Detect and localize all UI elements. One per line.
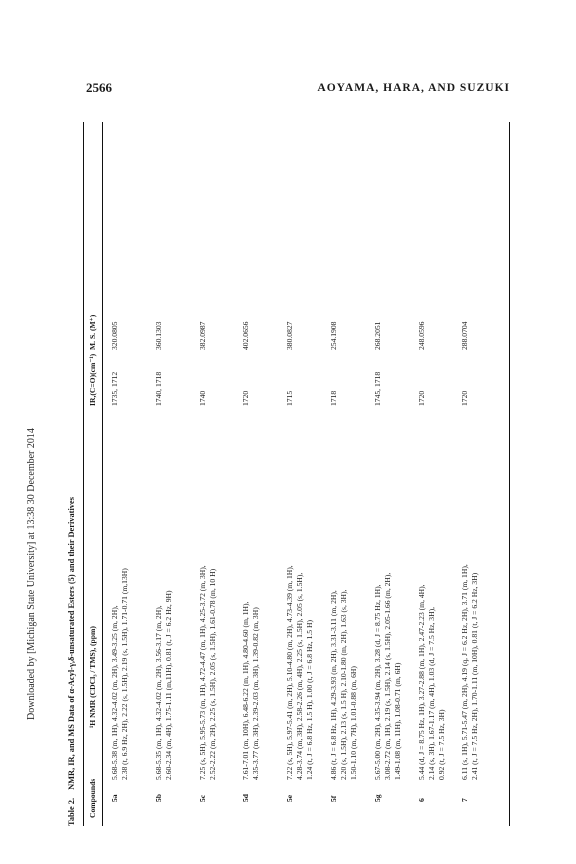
ms-cell: 360.1303 bbox=[153, 321, 163, 350]
table-row bbox=[110, 122, 154, 826]
ir-cell: 1745, 1718 bbox=[372, 371, 382, 406]
nmr-line: 2.14 (s, 3H), 1.67-1.17 (m, 4H), 1.03 (d, J = 7.5 Hz, 3H), bbox=[426, 606, 436, 780]
compound-cell: 5f bbox=[328, 795, 338, 802]
nmr-cell bbox=[373, 420, 403, 780]
nmr-line: 7.61-7.01 (m, 10H), 6.48-6.22 (m, 1H), 4.80-4.60 (m, 1H), bbox=[241, 601, 251, 780]
table-label: Table 2. bbox=[67, 797, 76, 826]
nmr-line: 2.60-2.34 (m, 4H), 1.75-1.11 (m,11H), 0.81 (t, J = 6.2 Hz, 9H) bbox=[163, 590, 173, 780]
nmr-line: 5.68-5.35 (m, 1H), 4.32-4.02 (m, 2H), 3.56-3.17 (m, 2H), bbox=[153, 605, 163, 780]
nmr-cell bbox=[198, 420, 218, 780]
header-compounds: Compounds bbox=[88, 778, 97, 818]
ms-cell: 382.0987 bbox=[197, 321, 207, 350]
nmr-line: 1.24 (t, J = 6.8 Hz, 1.5 H), 1.00 (t, J = 6.8 Hz, 1.5 H) bbox=[305, 619, 315, 780]
table-row bbox=[285, 122, 329, 826]
ms-cell: 248.0596 bbox=[416, 321, 426, 350]
running-head: AOYAMA, HARA, AND SUZUKI bbox=[317, 82, 510, 94]
nmr-line: 4.28-3.74 (m, 3H), 2.58-2.26 (m, 4H), 2.25 (s, 1.5H), 2.05 (s, 1.5H), bbox=[295, 572, 305, 780]
ms-cell: 288.0704 bbox=[460, 321, 470, 350]
ms-cell: 380.0827 bbox=[285, 321, 295, 350]
compound-cell: 5g bbox=[372, 794, 382, 802]
header-rule bbox=[102, 122, 103, 826]
compound-cell: 5c bbox=[197, 794, 207, 802]
nmr-cell bbox=[154, 420, 174, 780]
ir-cell: 1718 bbox=[328, 390, 338, 406]
nmr-line: 1.50-1.10 (m, 7H), 1.01-0.88 (m, 6H) bbox=[349, 666, 359, 780]
nmr-line: 6.11 (s, 1H), 5.71-5.47 (m, 2H), 4.19 (q, J = 6.2 Hz, 2H), 3.71 (m, 1H), bbox=[460, 564, 470, 780]
nmr-line: 1.49-1.08 (m, 11H), 1.08-0.71 (m, 6H) bbox=[392, 662, 402, 780]
table-caption bbox=[66, 122, 77, 826]
nmr-cell bbox=[110, 420, 130, 780]
ir-cell: 1740 bbox=[197, 390, 207, 406]
ms-cell: 254.1908 bbox=[328, 321, 338, 350]
table-row bbox=[373, 122, 417, 826]
header-nmr: ¹H NMR (CDCl₃ / TMS), (ppm) bbox=[88, 626, 97, 728]
compound-cell: 5b bbox=[153, 793, 163, 802]
ir-cell: 1720 bbox=[416, 390, 426, 406]
header-ms: M. S. (M⁺) bbox=[88, 314, 97, 350]
nmr-line: 7.22 (s, 5H), 5.97-5.41 (m, 2H), 5.10-4.80 (m, 2H), 4.73-4.39 (m, 1H), bbox=[285, 565, 295, 780]
nmr-line: 5.44 (d, J = 8.75 Hz, 1H), 3.27-2.88 (m, 1H), 2.47-2.23 (m, 4H), bbox=[416, 584, 426, 780]
nmr-cell bbox=[417, 420, 447, 780]
nmr-line: 7.25 (s, 5H), 5.95-5.73 (m, 1H), 4.72-4.47 (m, 1H), 4.25-3.72 (m, 3H), bbox=[197, 565, 207, 780]
nmr-line: 4.35-3.77 (m, 3H), 2.39-2.03 (m, 3H), 1.39-0.82 (m, 3H) bbox=[251, 607, 261, 780]
compound-cell: 5e bbox=[285, 794, 295, 802]
ir-cell: 1720 bbox=[241, 390, 251, 406]
table-row bbox=[154, 122, 198, 826]
top-rule bbox=[83, 122, 84, 826]
nmr-line: 2.52-2.22 (m, 2H), 2.25 (s, 1.5H), 2.05 (s, 1.5H), 1.61-0.78 (m, 10 H) bbox=[207, 568, 217, 780]
nmr-line: 4.86 (t, J = 6.8 Hz, 1H), 4.29-3.93 (m, 2H), 3.31-3.11 (m, 2H), bbox=[328, 590, 338, 780]
ms-cell: 320.0805 bbox=[110, 321, 119, 350]
compound-cell: 5d bbox=[241, 793, 251, 802]
page-number: 2566 bbox=[86, 80, 112, 95]
data-table bbox=[66, 122, 511, 826]
ir-cell: 1720 bbox=[460, 390, 470, 406]
bottom-rule bbox=[509, 122, 510, 826]
table-row bbox=[198, 122, 242, 826]
compound-cell: 5a bbox=[110, 794, 119, 802]
table-row bbox=[329, 122, 373, 826]
ir-cell: 1715 bbox=[285, 390, 295, 406]
nmr-line: 3.08-2.72 (m, 1H), 2.19 (s, 1.5H), 2.14 (s, 1.5H), 2.05-1.66 (m, 2H), bbox=[382, 572, 392, 780]
compound-cell: 7 bbox=[460, 798, 470, 802]
compound-cell: 6 bbox=[416, 798, 426, 802]
nmr-line: 0.92 (t, J = 7.5 Hz, 3H) bbox=[436, 709, 446, 780]
ir-cell: 1735, 1712 bbox=[110, 371, 119, 406]
download-note: Downloaded by [Michigan State University] at 13:38 30 December 2014 bbox=[26, 428, 37, 720]
table-body bbox=[110, 122, 504, 826]
ir-cell: 1740, 1718 bbox=[153, 371, 163, 406]
nmr-line: 5.67-5.00 (m, 2H), 4.35-3.94 (m, 2H), 3.28 (d, J = 8.75 Hz, 1H), bbox=[372, 584, 382, 780]
nmr-cell bbox=[329, 420, 359, 780]
nmr-line: 2.41 (t, J = 7.5 Hz, 2H), 1.70-1.11 (m, 10H), 0.81 (t, J = 6.2 Hz, 3H) bbox=[470, 572, 480, 780]
table-row bbox=[460, 122, 504, 826]
nmr-cell bbox=[241, 420, 261, 780]
table-row bbox=[241, 122, 285, 826]
nmr-cell bbox=[460, 420, 480, 780]
nmr-line: 5.68-5.38 (m, 1H), 4.32-4.02 (m, 2H), 3.49-3.25 (m, 2H), bbox=[110, 605, 119, 780]
nmr-line: 2.38 (t, 6.9 Hz, 2H), 2.22 (s, 1.5H), 2.19 (s, 1.5H), 1.71-0.71 (m,13H) bbox=[120, 568, 130, 780]
ms-cell: 402.0656 bbox=[241, 321, 251, 350]
table-row bbox=[417, 122, 461, 826]
nmr-line: 2.20 (s, 1.5H), 2.13 (s, 1.5 H), 2.10-1.80 (m, 2H), 1.63 (s, 3H), bbox=[339, 589, 348, 780]
ms-cell: 268.2051 bbox=[372, 321, 382, 350]
table-caption-text: NMR, IR, and MS Data of α-Acyl-γ,δ-unsaturated Esters (5) and their Derivatives bbox=[67, 497, 76, 790]
header-ir: IR,(C=O)(cm⁻¹) bbox=[88, 353, 97, 406]
nmr-cell bbox=[285, 420, 315, 780]
